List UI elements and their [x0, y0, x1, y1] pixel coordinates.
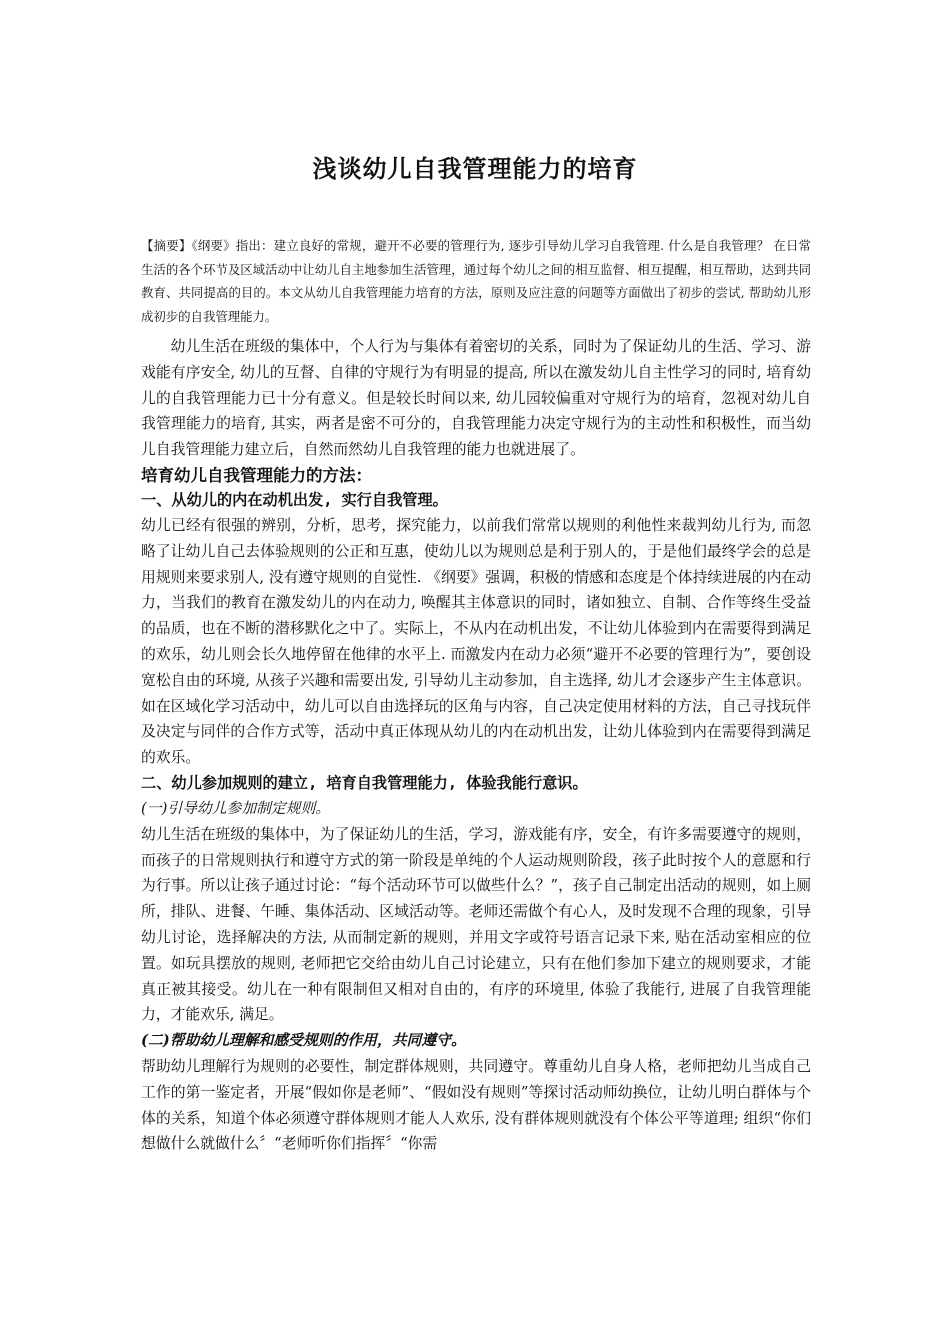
section2-sub1-heading: (一)引导幼儿参加制定规则。 — [141, 799, 331, 817]
section2-sub1-paragraph: 幼儿生活在班级的集体中，为了保证幼儿的生活，学习，游戏能有序，安全，有许多需要遵守的规则，而孩子的日常规则执行和遵守方式的第一阶段是单纯的个人运动规则阶段，孩子此时按个人的意愿和行为行事。所以让孩子通过讨论：“每个活动环节可以做些什么？”，孩子自己制定出活动的规则，如上厕所，排队、进餐、午睡、集体活动、区域活动等。老师还需做个有心人，及时发现不合理的现象，引导幼儿讨论，选择解决的方法, 从而制定新的规则，并用文字或符号语言记录下来, 贴在活动室相应的位置。如玩具摆放的规则, 老师把它交给由幼儿自己讨论建立，只有在他们参加下建立的规则要求，才能真正被其接受。幼儿在一种有限制但又相对自由的，有序的环境里, 体验了我能行, 进展了自我管理能力，才能欢乐, 满足。 — [141, 825, 811, 1024]
section2-sub2-heading: (二)帮助幼儿理解和感受规则的作用，共同遵守。 — [141, 1032, 466, 1050]
document-title: 浅谈幼儿自我管理能力的培育 — [312, 155, 638, 183]
document-body — [141, 334, 811, 1157]
abstract-text: 《纲要》指出：建立良好的常规，避开不必要的管理行为, 逐步引导幼儿学习自我管理. 什么是自我管理？ 在日常生活的各个环节及区域活动中让幼儿自主地参加生活管理，通过每个幼儿之间的相互监督、相互提醒，相互帮助，达到共同教育、共同提高的目的。本文从幼儿自我管理能力培育的方法，原则及应注意的问题等方面做出了初步的尝试, 帮助幼儿形成初步的自我管理能力。 — [141, 238, 811, 324]
section1-paragraph: 幼儿已经有很强的辨别，分析，思考，探究能力，以前我们常常以规则的利他性来裁判幼儿行为, 而忽略了让幼儿自己去体验规则的公正和互惠，使幼儿以为规则总是利于别人的，于是他们最终学会的总是用规则来要求别人, 没有遵守规则的自觉性. 《纲要》强调，积极的情感和态度是个体持续进展的内在动力，当我们的教育在激发幼儿的内在动力, 唤醒其主体意识的同时，诸如独立、自制、合作等终生受益的品质，也在不断的潜移默化之中了。实际上，不从内在动机出发，不让幼儿体验到内在需要得到满足的欢乐，幼儿则会长久地停留在他律的水平上. 而激发内在动力必须“避开不必要的管理行为”，要创设宽松自由的环境, 从孩子兴趣和需要出发, 引导幼儿主动参加，自主选择, 幼儿才会逐步产生主体意识。如在区域化学习活动中，幼儿可以自由选择玩的区角与内容，自己决定使用材料的方法，自己寻找玩伴及决定与同伴的合作方式等，活动中真正体现从幼儿的内在动机出发，让幼儿体验到内在需要得到满足的欢乐。 — [141, 516, 811, 767]
methods-heading: 培育幼儿自我管理能力的方法： — [141, 465, 372, 485]
section1-heading: 一、从幼儿的内在动机出发, 实行自我管理。 — [141, 490, 448, 509]
section2-sub2-paragraph: 帮助幼儿理解行为规则的必要性，制定群体规则，共同遵守。尊重幼儿自身人格，老师把幼儿当成自己工作的第一鉴定者，开展“假如你是老师”、“假如没有规则”等探讨活动师幼换位，让幼儿明白群体与个体的关系，知道个体必须遵守群体规则才能人人欢乐, 没有群体规则就没有个体公平等道理; 组织“你们想做什么就做什么〞“老师听你们指挥〞“你需 — [141, 1057, 811, 1153]
intro-paragraph: 幼儿生活在班级的集体中，个人行为与集体有着密切的关系，同时为了保证幼儿的生活、学习、游戏能有序安全, 幼儿的互督、自律的守规行为有明显的提高, 所以在激发幼儿自主性学习的同时, 培育幼儿的自我管理能力已十分有意义。但是较长时间以来, 幼儿园较偏重对守规行为的培育，忽视对幼儿自我管理能力的培育, 其实，两者是密不可分的，自我管理能力决定守规行为的主动性和积极性，而当幼儿自我管理能力建立后，自然而然幼儿自我管理的能力也就进展了。 — [141, 338, 811, 459]
section2-heading: 二、幼儿参加规则的建立, 培育自我管理能力, 体验我能行意识。 — [141, 773, 588, 792]
abstract — [141, 234, 811, 328]
abstract-tag: 【摘要】 — [141, 238, 192, 253]
